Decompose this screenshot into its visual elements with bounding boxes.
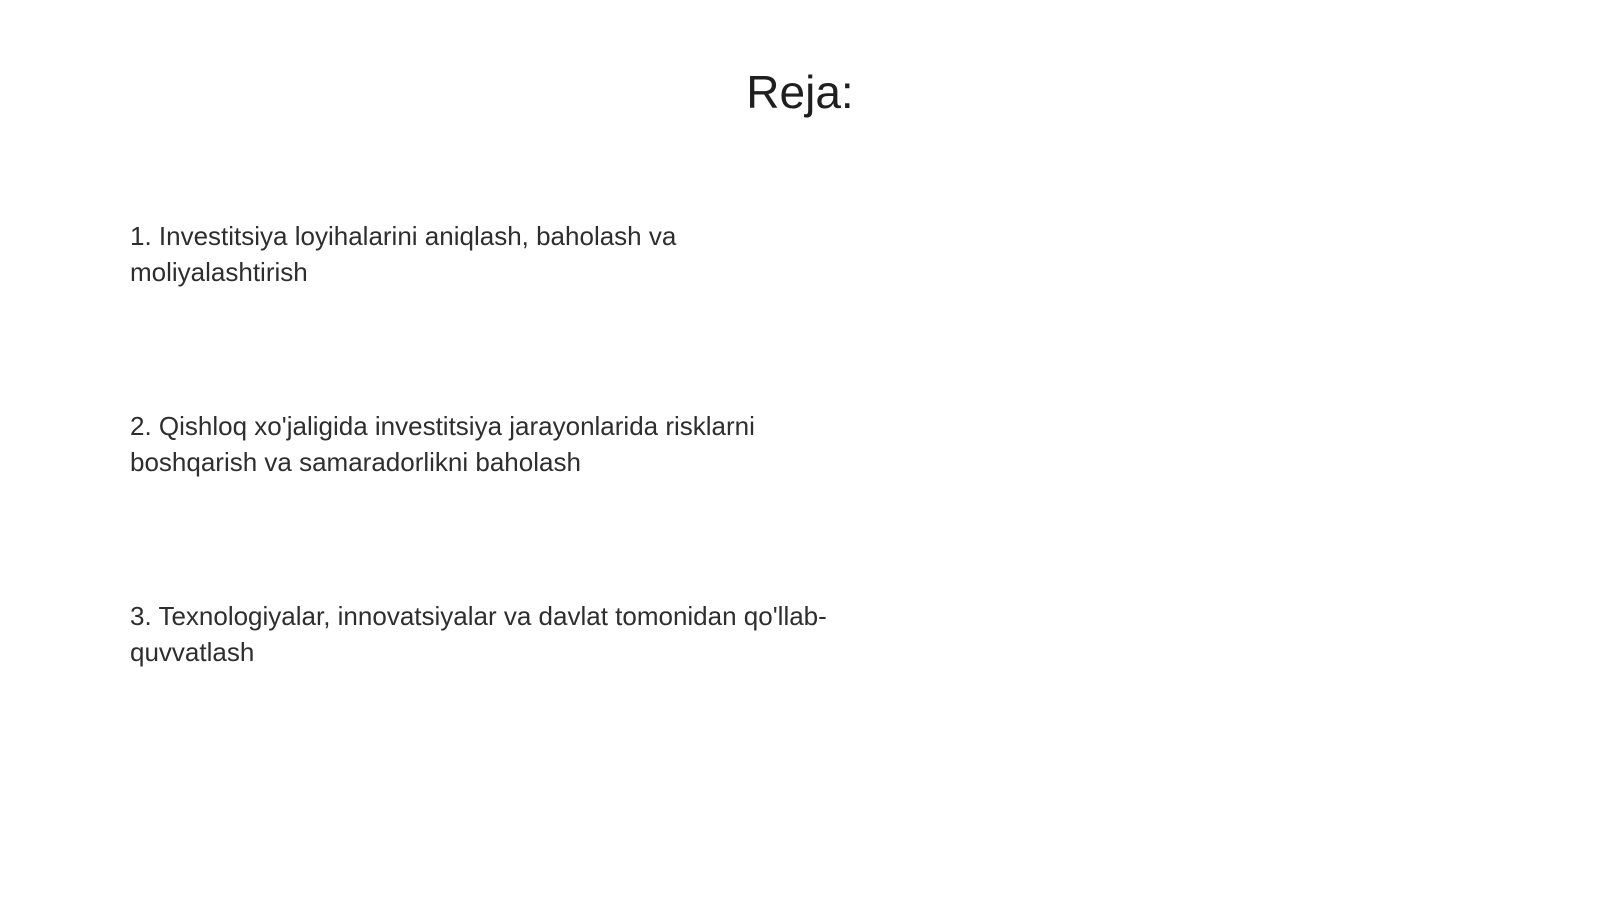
- plan-item-3: 3. Texnologiyalar, innovatsiyalar va davlat tomonidan qo'llab-quvvatlash: [130, 601, 827, 667]
- plan-item-1: 1. Investitsiya loyihalarini aniqlash, baholash va moliyalashtirish: [130, 221, 677, 287]
- plan-item-2: 2. Qishloq xo'jaligida investitsiya jarayonlarida risklarni boshqarish va samaradorlikni baholash: [130, 411, 755, 477]
- slide-title: Reja:: [746, 66, 854, 118]
